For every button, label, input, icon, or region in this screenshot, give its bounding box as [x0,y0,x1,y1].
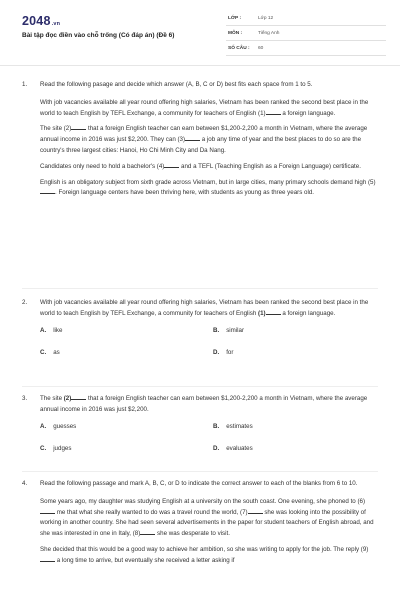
option-letter: A. [40,326,47,334]
option-text: like [53,326,63,334]
passage-text: a job any time of year and the best places to do so are the country's three largest cities: Hanoi, Ho Chi Minh City and Da Nang. [40,136,362,154]
logo-main-text: 2048 [22,14,51,28]
passage-text: and a TEFL (Teaching English as a Foreign Language) certificate. [179,162,361,170]
meta-row-subject [226,27,386,41]
logo-domain-text: .vn [51,21,61,27]
answer-options [40,422,378,462]
question-number: 2. [22,299,28,306]
answer-blank [248,508,263,514]
passage-text: she was looking into the possibility of working in another country. She had seen several advertisements in the paper for student teachers of English abroad, and she was interested in one in Italy, (8) [40,508,374,538]
passage-paragraph [40,98,378,120]
meta-key: MÔN : [228,31,243,36]
option-d[interactable] [213,444,253,455]
meta-value: Lớp 12 [258,16,274,21]
meta-key: SỐ CÂU : [228,46,250,51]
question-text [40,394,378,416]
question-list [0,66,400,600]
passage-paragraph [40,545,378,567]
question-number: 1. [22,81,28,88]
question-text [40,298,378,320]
answer-blank [185,135,200,141]
divider [22,288,378,289]
meta-key: LỚP : [228,16,242,21]
passage-text: With job vacancies available all year round offering high salaries, Vietnam has been ranked the second best place in the world to teach English by TEFL Exchange, a community for teachers of English (1) [40,98,369,117]
divider [22,471,378,472]
blank-label: (2) [63,395,72,402]
answer-blank [71,124,86,130]
document-header [0,0,400,66]
option-letter: B. [213,326,220,334]
blank-label: (1) [258,309,266,317]
option-c[interactable] [40,348,60,359]
option-letter: C. [40,444,47,452]
question-stem: The site [40,395,64,402]
passage-text: a foreign language. [280,109,336,117]
question-stem: a foreign language. [280,309,336,317]
passage-text: Some years ago, my daughter was studying English at a university on the south coast. One evening, she phoned to (6) [40,497,366,505]
passage-paragraph [40,497,378,540]
question-stem: With job vacancies available all year round offering high salaries, Vietnam has been ranked the second best place in the world to teach English by TEFL Exchange, a community for teachers of English [40,299,369,317]
option-text: similar [226,326,245,334]
passage-paragraph [40,178,378,200]
option-text: for [226,348,234,356]
option-c[interactable] [40,444,71,455]
option-a[interactable] [40,422,76,433]
option-b[interactable] [213,326,244,337]
answer-blank [164,162,179,168]
question-number: 4. [22,480,28,487]
passage-text: English is an obligatory subject from sixth grade across Vietnam, but in large cities, many primary schools demand high (5) [40,178,376,186]
passage-text: me that what she really wanted to do was a travel round the world, (7) [55,508,248,516]
question-instruction: Read the following pasage and decide which answer (A, B, C or D) best fits each space from 1 to 5. [40,81,313,88]
question-stem: that a foreign English teacher can earn between $1,200-2,200 a month in Vietnam, where the average annual income in 2016 was just $2,200. [40,395,368,413]
option-letter: D. [213,444,220,452]
passage-text: she was desperate to visit. [155,530,230,538]
passage-text: Candidates only need to hold a bachelor's (4) [40,162,165,170]
passage-text: The site (2) [40,125,72,133]
meta-value: Tiếng Anh [258,31,280,36]
option-d[interactable] [213,348,233,359]
passage-paragraph [40,162,378,173]
passage-text: a long time to arrive, but eventually she received a letter asking if [55,556,235,564]
question-3 [22,394,378,462]
option-text: as [53,348,60,356]
question-4 [22,479,378,572]
answer-options [40,326,378,366]
option-letter: D. [213,348,220,356]
passage-text: . Foreign language centers have been thriving here, with students as young as three years old. [55,189,315,197]
question-instruction: Read the following passage and mark A, B, C, or D to indicate the correct answer to each of the blanks from 6 to 10. [40,480,358,487]
passage-paragraph [40,124,378,156]
option-a[interactable] [40,326,62,337]
site-logo[interactable] [22,14,60,28]
question-number: 3. [22,395,28,402]
answer-blank [40,508,55,514]
option-text: evaluates [226,444,253,452]
meta-value: 60 [258,46,264,51]
option-letter: B. [213,422,220,430]
divider [22,386,378,387]
meta-row-grade [226,12,386,26]
answer-blank [266,309,281,315]
passage-text: She decided that this would be a good way to achieve her ambition, so she was writing to apply for the job. The reply (9) [40,545,369,553]
option-letter: A. [40,422,47,430]
answer-blank [71,394,86,400]
answer-blank [40,188,55,194]
option-text: estimates [226,422,253,430]
question-2 [22,298,378,366]
passage-text: that a foreign English teacher can earn between $1,200-2,200 a month in Vietnam, where the average annual income in 2016 was just $2,200. They can (3) [40,125,368,144]
option-text: judges [53,444,72,452]
answer-blank [40,556,55,562]
question-1 [22,80,378,204]
option-letter: C. [40,348,47,356]
option-b[interactable] [213,422,253,433]
meta-row-question-count [226,42,386,56]
answer-blank [140,529,155,535]
answer-blank [266,109,281,115]
option-text: guesses [53,422,77,430]
document-title: Bài tập đọc điền vào chỗ trống (Có đáp án) (Đề 6) [22,32,175,39]
